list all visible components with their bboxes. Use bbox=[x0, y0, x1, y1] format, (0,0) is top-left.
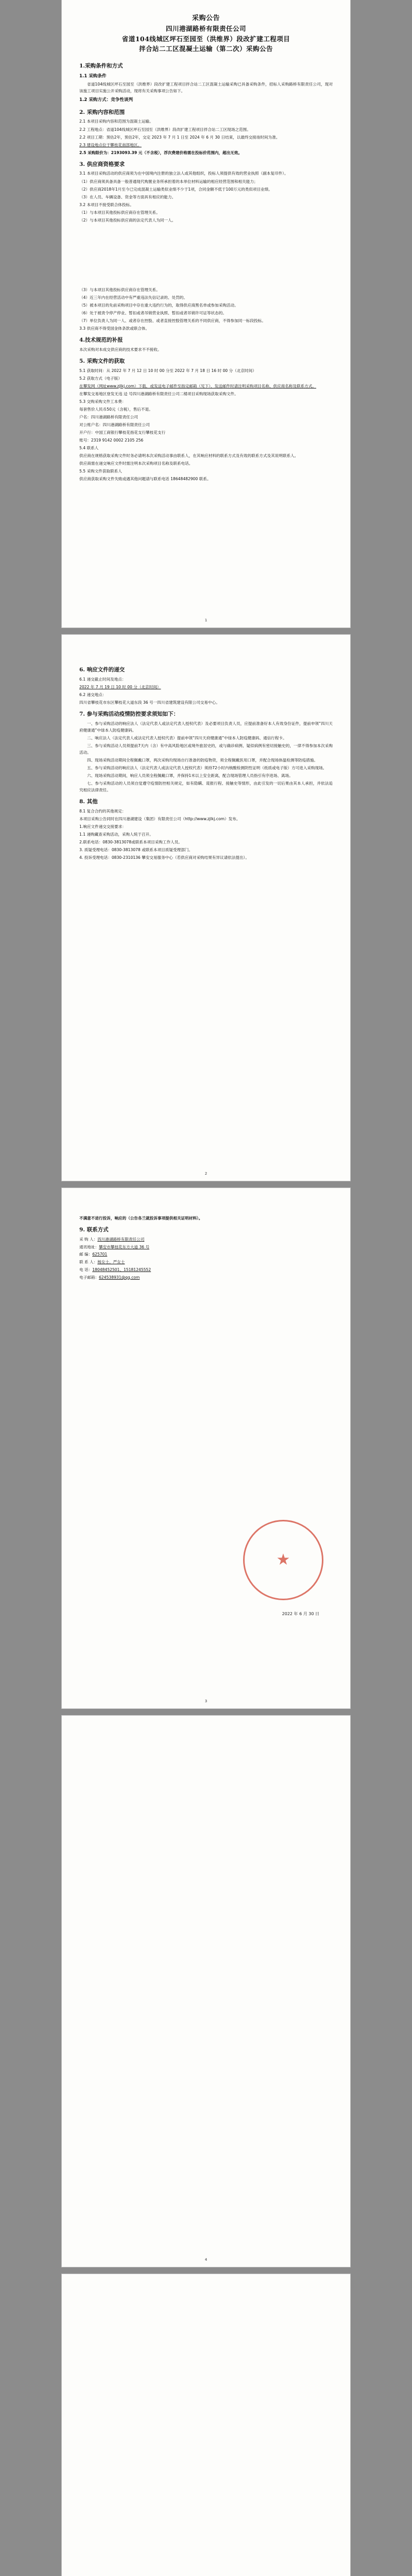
contact-value-buyer: 四川港湖路桥有限责任公司 bbox=[97, 1236, 145, 1242]
seal-date: 2022 年 6 月 30 日 bbox=[282, 1612, 319, 1616]
contact-value-phone: 18048452501、15181245552 bbox=[92, 1267, 151, 1272]
section-8-heading: 8. 其他 bbox=[79, 799, 98, 805]
section-3-3-item-1: （3）与本项目其他投标供应商存在管理关系。 bbox=[79, 287, 160, 292]
seal-star-icon: ★ bbox=[276, 1551, 290, 1569]
section-1-1-paragraph: 省道104线城区坪石至园至（洪维界）段改扩建工程项目拌合站二工区混凝土运输采购已具备采购条件，招标人采购路桥有限责任公司，现对该施工项目实施公开采购活动，现将有关采购事项公告如下。 bbox=[79, 82, 333, 94]
page-title bbox=[79, 13, 333, 54]
page-number-2: 2 bbox=[204, 1172, 208, 1176]
section-6-1: 6.1 递交截止时间及地点： bbox=[79, 676, 126, 682]
section-2-2: 2.2 工程地点：省道104线城区坪石至园至（洪维界）段改扩建工程项目拌合站二工区现场之范围。 bbox=[79, 127, 251, 132]
section-5-3: 5.3 交购采购文件工本费： bbox=[79, 399, 126, 404]
title-line-3: 省道104线城区坪石至园至（洪维界）段改扩建工程项目 bbox=[122, 35, 290, 43]
section-7-paragraph-3: 三、参与采购活动人员须提前7天内（含）有中高风险地区或境外旅居史的，或与确诊病例、疑似病例有密切接触史的，一律不得参加本次采购活动。 bbox=[79, 743, 333, 755]
section-8-3-item-3: 2.联系电话：0830-3813078或联系本项目采购工作人员。 bbox=[79, 840, 182, 845]
section-5-3-item-3: 对公账户名：四川港湖路桥有限责任公司 bbox=[79, 422, 150, 427]
page-number-3: 3 bbox=[204, 1699, 208, 1703]
contact-row-phone bbox=[79, 1266, 333, 1274]
section-6-2: 6.2 递交地点： bbox=[79, 692, 107, 697]
section-7-paragraph-1: 一、参与采购活动的响应法人（法定代表人或法定代表人授权代表）及必要项目负责人员，应提前准备好本人有效身份证件，提前申领“四川天府健康通”中绿本人防疫健康码。 bbox=[79, 721, 333, 733]
contact-label-email: 电子邮箱： bbox=[79, 1275, 99, 1280]
contact-value-postcode: 625701 bbox=[92, 1252, 108, 1257]
contact-label-postcode: 邮 编： bbox=[79, 1252, 93, 1257]
contact-row-address bbox=[79, 1244, 333, 1251]
section-3-1-item-1: （1）供应商须具备具备一般普通现代购置业务所承担着的本单位材料运输的相应经营范围和相关能力； bbox=[79, 179, 258, 184]
section-5-3-item-2: 户名：四川港湖路桥有限责任公司 bbox=[79, 414, 138, 419]
section-7-heading: 7. 参与采购活动疫情防控要求须知如下： bbox=[79, 710, 179, 717]
section-5-3-item-4: 开户行：中国工商银行攀枝花指花支行攀枝花支行 bbox=[79, 430, 166, 435]
notice-text: 不满意不进行投诉，响应的（公告各兰就投诉事项提供相关证明材料）。 bbox=[79, 1216, 203, 1221]
contact-label-phone: 电 话： bbox=[79, 1267, 93, 1272]
section-8-1: 8.1 复合合约的其他规定： bbox=[79, 808, 126, 814]
section-8-2: 本项目采购公告同时在四川港湖建设（集团）有限责任公司（http://www.zjlkj.com）发布。 bbox=[79, 816, 241, 821]
contact-row-postcode bbox=[79, 1251, 333, 1259]
section-3-3: 3.3 供应商不得受国金体条款或联合体。 bbox=[79, 326, 149, 331]
section-3-3-item-3: （5）被本项目的先前采购项目中存在重大违约行为的，取得供应商黑名单或参加采购活动。 bbox=[79, 302, 238, 308]
section-3-2: 3.2 本项目不接受联合体投标。 bbox=[79, 202, 134, 207]
section-3-1-item-3: （3）在人员、车辆设备、资金等方面具有相应的能力。 bbox=[79, 194, 176, 199]
section-3-heading: 3. 供应商资格要求 bbox=[79, 161, 125, 167]
section-2-5: 2.5 采购限价为：2193093.39 元（不含税），浮次费建价格需在投标价范围内，超出无效。 bbox=[79, 150, 242, 155]
document-page-5 bbox=[62, 2274, 350, 2576]
page-number-1: 1 bbox=[204, 618, 208, 622]
section-3-3-item-4: （6）处于被责令停产停业、暂扣或者吊销营业执照、暂扣或者吊销许可证等状态的。 bbox=[79, 310, 227, 315]
contact-label-person: 联 系 人： bbox=[79, 1260, 98, 1265]
section-6-heading: 6. 响应文件的递交 bbox=[79, 667, 125, 673]
section-5-4-item-1: 供应商在规格获取采购文件时务必请明本次采购活动事由联系人，在其响应材料的联系方式及有效的联系方式及其说明联系人。 bbox=[79, 453, 299, 459]
document-page-4 bbox=[62, 1716, 350, 2267]
section-7-paragraph-4: 四、现场采购活动期间全程佩戴口罩，两次采购均现场自行准备的防疫物资，须全程佩戴医用口罩，并配合现场体温检测等防疫措施。 bbox=[87, 757, 318, 762]
contact-row-buyer bbox=[79, 1236, 333, 1244]
section-1-heading: 1.采购条件和方式 bbox=[79, 63, 123, 70]
contact-value-address: 攀安市攀枝花东方大道 36 号 bbox=[98, 1244, 149, 1249]
section-8-3-item-1: 1.响应文件递交交接要求： bbox=[79, 824, 126, 829]
contact-label-buyer: 采 购 人： bbox=[79, 1236, 98, 1242]
title-line-4: 拌合站二工区混凝土运输（第二次）采购公告 bbox=[139, 44, 273, 53]
section-9-heading: 9. 联系方式 bbox=[79, 1227, 109, 1233]
contact-row-email bbox=[79, 1274, 333, 1282]
section-8-3-item-5: 4. 投诉受理电话：0830-2310136 攀安交易服务中心（若供应商对采购结果有异议请依法提出）。 bbox=[79, 855, 249, 860]
section-6-1-item-1: 2022 年 7 月 19 日 10 时 00 分（北京时间） bbox=[79, 684, 161, 689]
section-3-1-item-2: （2）供应商2018年1月至今已完成混凝土运输类似业绩不少于1项，合同金额不低于100万元的类似项目业绩。 bbox=[79, 187, 272, 192]
section-7-paragraph-2: 二、响应法人（法定代表人或法定代表人授权代表）提前申领“四川天府健康通”中绿本人防疫健康码、通信行程卡。 bbox=[87, 735, 287, 740]
section-2-heading: 2. 采购内容和范围 bbox=[79, 109, 125, 115]
section-4-note: 本次采购对本成交供应商的技术要求不不接收。 bbox=[79, 347, 162, 352]
section-5-2-item-1: 在攀发网（网址www.zjlkj.com）下载，或发送电子邮件至指定邮箱（见下），发送邮件时请注明采购项目名称、供应商名称及联系方式。 bbox=[79, 383, 316, 388]
page-number-4: 4 bbox=[204, 2258, 208, 2262]
section-2-4: 2.3 建设地点位于攀枝花南部地区。 bbox=[79, 142, 142, 147]
section-3-1: 3.1 本项目采购活动的供应商须为在中国境内注册的独立法人或其他组织，投标人须提供有效的营业执照（副本复印件）。 bbox=[79, 171, 288, 176]
company-seal-stamp bbox=[243, 1520, 323, 1600]
contact-value-email: 624538931@qq.com bbox=[98, 1275, 140, 1280]
section-3-2-item-2: （2）与本项目其他投标供应商的法定代表人为同一人。 bbox=[79, 217, 176, 223]
section-5-heading: 5. 采购文件的获取 bbox=[79, 358, 125, 364]
section-5-5: 5.5 采购文件获取联系人 bbox=[79, 469, 122, 474]
section-8-3-item-4: 3. 质疑受理电话：0830-3813078 或联系本项目质疑受理部门。 bbox=[79, 848, 193, 853]
section-2-3: 2.2 项目工期：预估2年，预估2年，交定 2023 年 7 月 1 日至 2024 年 6 月 30 日结束，以最终交接竣时间为准。 bbox=[79, 134, 280, 140]
document-page-1 bbox=[62, 0, 350, 628]
contact-list bbox=[79, 1236, 333, 1282]
title-line-1: 采购公告 bbox=[192, 14, 220, 22]
section-3-3-item-5: （7）单位负责人为同一人、或者存在控股、或者直接控股管理关系的不同供应商，不得参加同一标段投标。 bbox=[79, 318, 266, 323]
section-5-4: 5.4 联系人 bbox=[79, 446, 99, 451]
section-5-1: 5.1 获取时间：从 2022 年 7 月 12 日 10 时 00 分至 2022 年 7 月 18 日 16 时 00 分（北京时间） bbox=[79, 368, 256, 373]
section-7-paragraph-7: 七、参与采购活动的人员须自觉遵守疫情防控相关规定，如有隐瞒、谎报行程、接触史等情形，由此引发的一切后果由其本人承担，并依法追究相应法律责任。 bbox=[79, 781, 333, 793]
section-5-3-item-1: 每套售价人民币50元（含税），售后不退。 bbox=[79, 406, 153, 412]
section-5-2: 5.2 获取方式（电子版） bbox=[79, 376, 122, 381]
section-3-2-item-1: （1）与本项目其他投标供应商存在管理关系。 bbox=[79, 210, 160, 215]
section-4-heading: 4.技术规范的补报 bbox=[79, 337, 123, 344]
contact-label-address: 通讯地址： bbox=[79, 1244, 99, 1249]
section-7-paragraph-5: 五、参与采购活动的响应法人（法定代表人或法定代表人授权代表）须持72小时内核酸检测阴性证明（纸质或电子版）方可进入采购现场。 bbox=[87, 765, 327, 770]
document-page-3 bbox=[62, 1188, 350, 1708]
section-5-4-item-2: 供应商需在递交响应文件时需注明本次采购项目名称及联系电话。 bbox=[79, 461, 193, 466]
section-5-3-item-5: 账号：2319 9142 0002 2105 256 bbox=[79, 438, 144, 443]
section-3-3-item-2: （4）近三年内在经营活动中有严重违法失信记录的、处罚的。 bbox=[79, 295, 187, 300]
document-page-2 bbox=[62, 635, 350, 1181]
section-2-1: 2.1 本项目采购内容和范围为混凝土运输。 bbox=[79, 119, 153, 124]
section-1-2-heading: 1.2 采购方式：竞争性谈判 bbox=[79, 97, 133, 103]
section-5-2-item-2: 在攀发交易地区登发无违 迳 号四川港湖路桥有限责任公司二楼项目采购现场获取采购文件。 bbox=[79, 391, 238, 396]
section-5-5-item-1: 供应商获取采购文件失败或遇其他问题请与联系电话 18648482900 联系。 bbox=[79, 477, 211, 482]
title-line-2: 四川港湖路桥有限责任公司 bbox=[165, 25, 246, 33]
section-1-1-heading: 1.1 采购条件 bbox=[79, 74, 107, 79]
section-7-paragraph-6: 六、现场采购活动期间，响应人员须全程佩戴口罩，并保持1米以上安全距离，配合现场管理人员指引有序进场、离场。 bbox=[87, 773, 293, 778]
contact-row-person bbox=[79, 1259, 333, 1266]
section-8-3-item-2: 1.1 递购藏查采购活动，采购人统于召开。 bbox=[79, 832, 153, 837]
section-6-2-item-1: 四川省攀枝花市东区攀枝花大道东段 36 号一四川省建筑建设有限公司交易中心。 bbox=[79, 700, 220, 705]
contact-value-person: 杨女士、严女士 bbox=[97, 1260, 125, 1265]
